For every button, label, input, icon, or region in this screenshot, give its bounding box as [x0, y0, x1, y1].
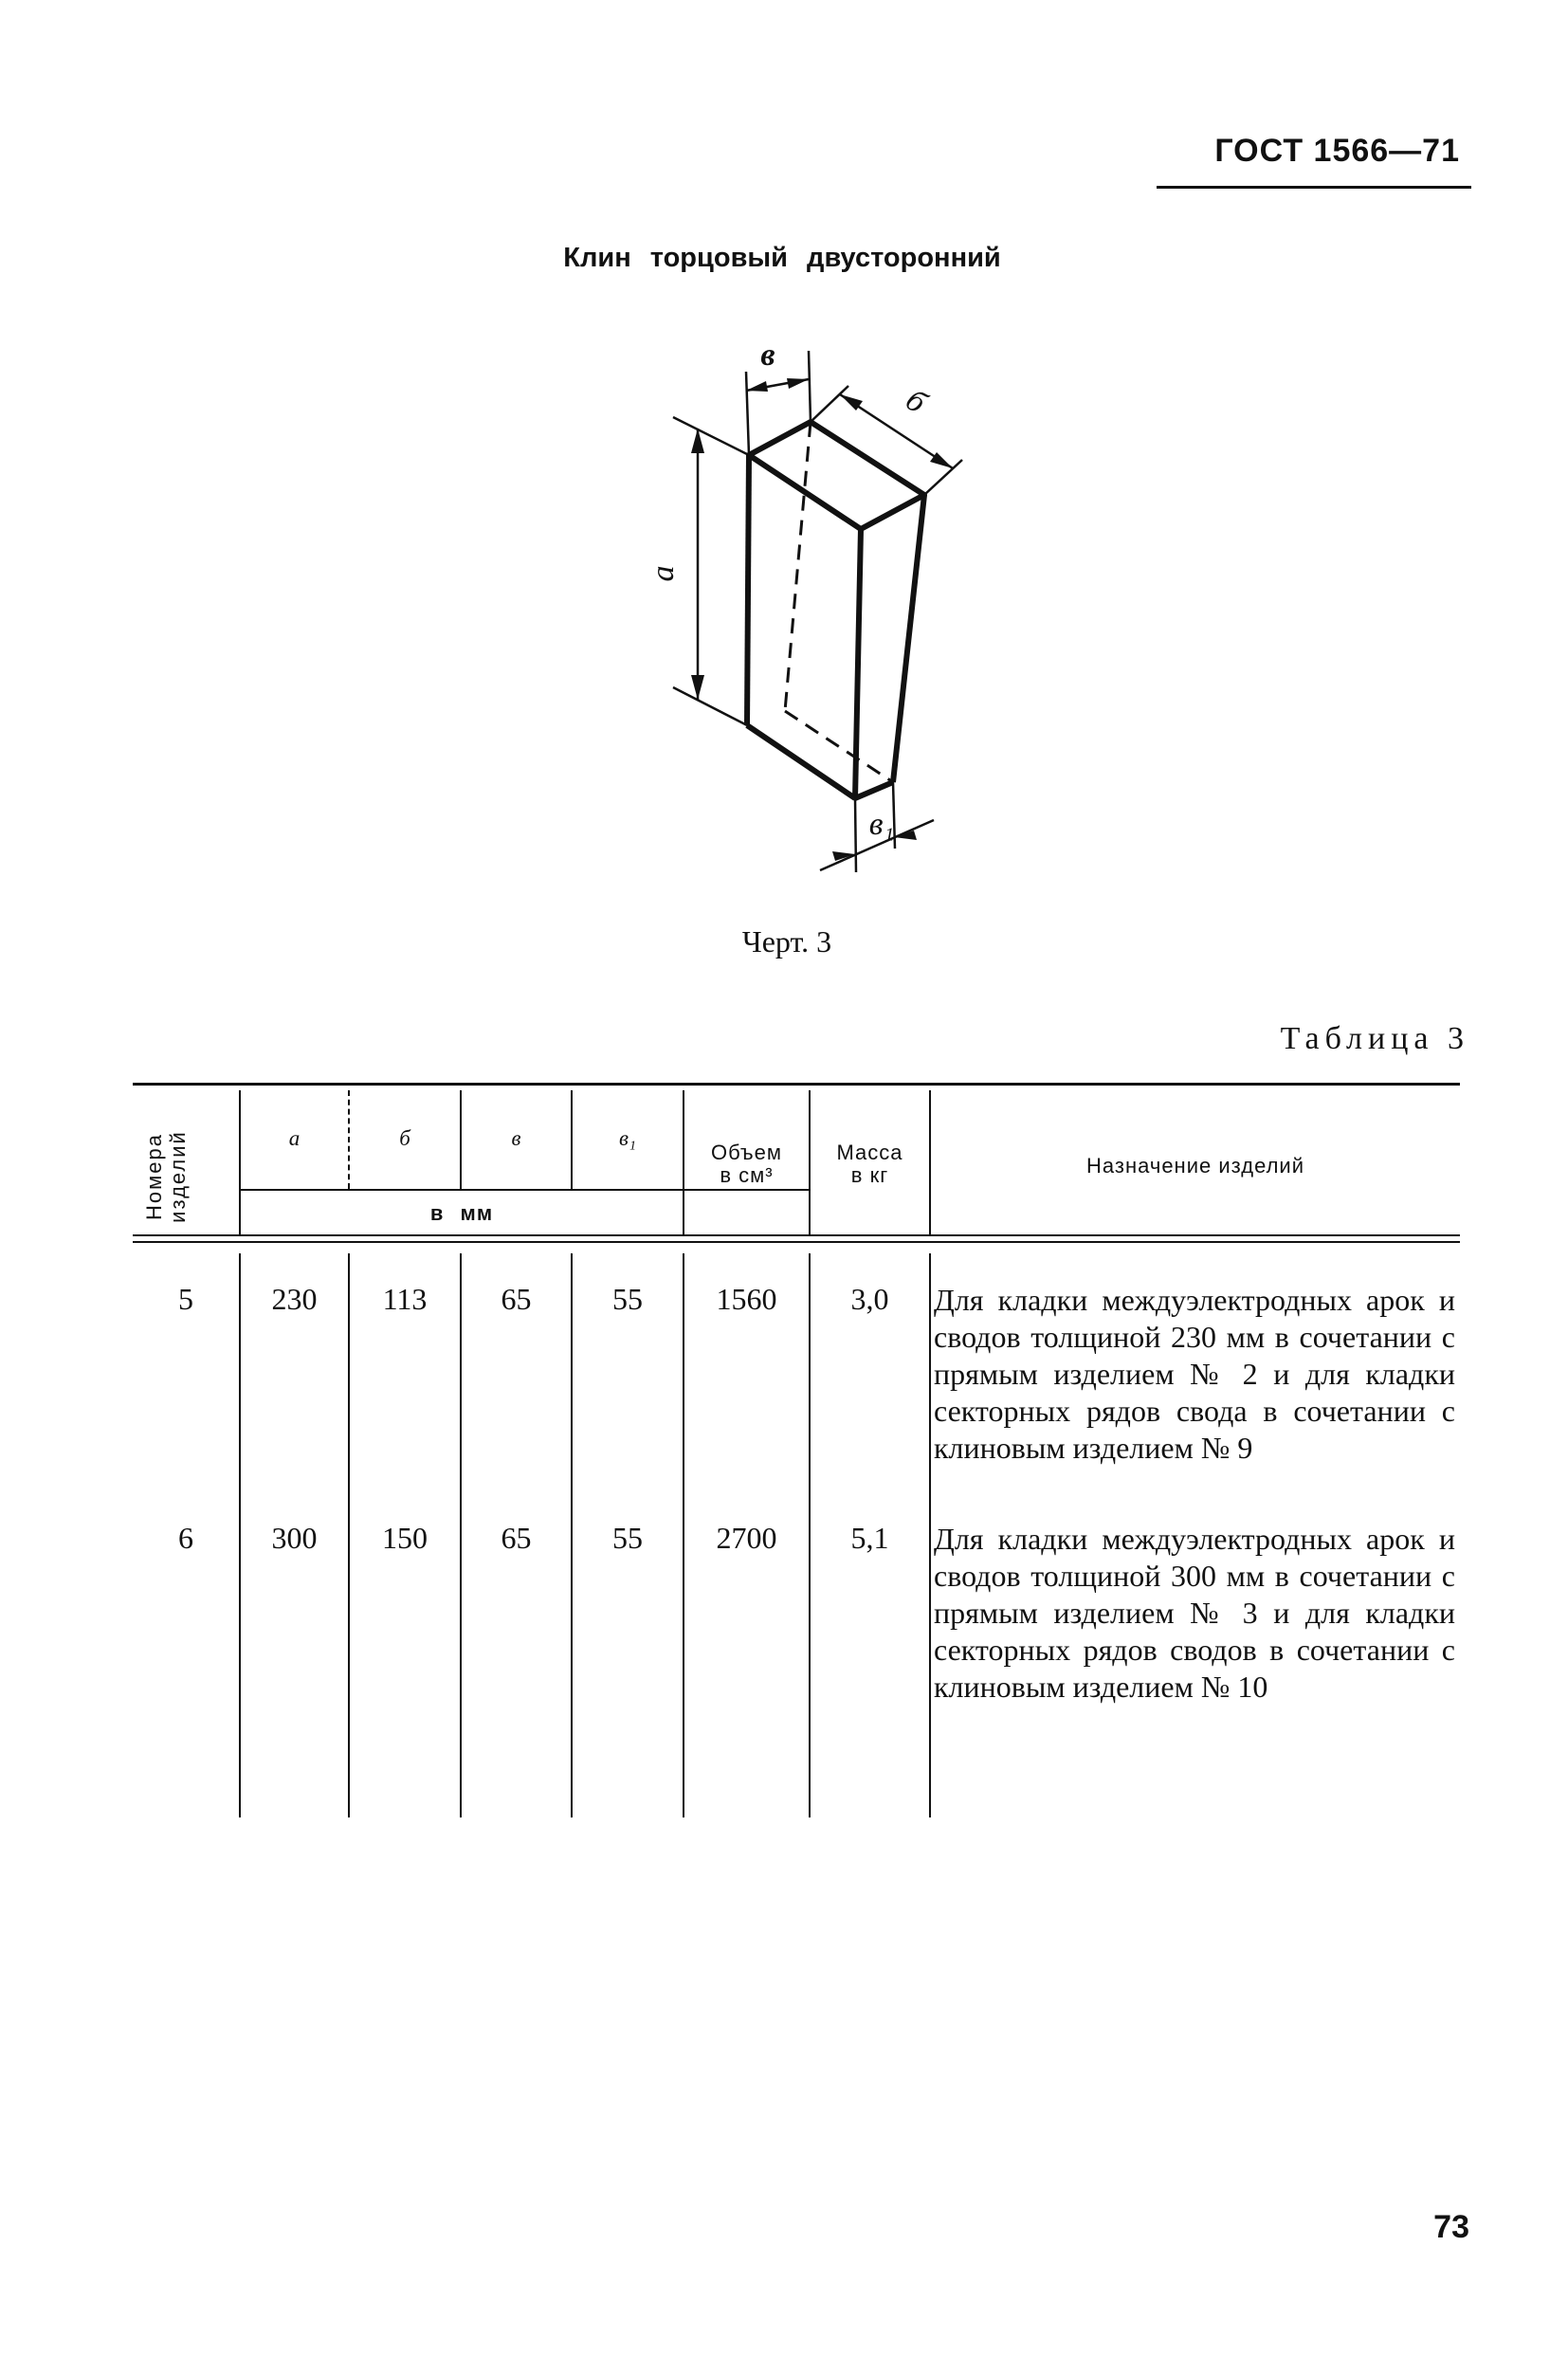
row-5-v1: 55	[612, 1282, 643, 1316]
dim-a-arrow-bottom	[691, 675, 704, 700]
row-5-purpose: Для кладки междуэлектродных арок и сводов толщиной 230 мм в сочетании с прямым изделием № 2 и для кладки секторных рядов свода в сочетании с клиновым изделием № 9	[934, 1283, 1455, 1465]
row-6-volume: 2700	[716, 1521, 777, 1555]
header-volume-line-2: в см³	[720, 1163, 774, 1187]
header-mass-line-2: в кг	[850, 1163, 889, 1187]
brick-hidden-vertical-edge	[785, 422, 811, 711]
row-6-number: 6	[178, 1521, 193, 1555]
dim-v-arrow-left	[746, 381, 768, 392]
brick-front-left-edge	[747, 455, 749, 725]
row-5-b: 113	[382, 1282, 428, 1316]
row-6-mass: 5,1	[850, 1521, 889, 1555]
row-5-v: 65	[501, 1282, 532, 1316]
header-volume-line-1: Объем	[710, 1141, 783, 1164]
row-6-purpose: Для кладки междуэлектродных арок и сводов толщиной 300 мм в сочетании с прямым изделием № 3 и для кладки секторных рядов сводов в сочетании с клиновым изделием № 10	[934, 1522, 1455, 1704]
header-rule	[1157, 186, 1471, 189]
dim-v1-label: в₁	[868, 807, 895, 842]
row-5-number: 5	[178, 1282, 193, 1316]
brick-hidden-bottom-edge	[785, 711, 893, 782]
header-b: б	[399, 1126, 410, 1150]
header-bottom-rule-1	[133, 1234, 1460, 1236]
dim-b-ext-top	[811, 386, 848, 422]
dim-a-ext-bottom	[673, 687, 747, 725]
dim-v-label: в	[760, 338, 775, 373]
page-number: 73	[1433, 2209, 1469, 2245]
drawing-title: Клин торцовый двусторонний	[563, 243, 1001, 273]
dim-a-label: а	[646, 565, 681, 582]
row-6-a: 300	[271, 1521, 318, 1555]
header-v1: в₁	[619, 1126, 636, 1150]
header-mass-line-1: Масса	[836, 1141, 903, 1164]
wedge-brick-drawing	[607, 322, 1043, 891]
brick-right-back-edge	[893, 495, 924, 782]
header-units: в мм	[429, 1201, 494, 1225]
document-code: ГОСТ 1566—71	[1214, 133, 1460, 169]
row-5-a: 230	[271, 1282, 318, 1316]
row-6-b: 150	[382, 1521, 428, 1555]
row-5-mass: 3,0	[850, 1282, 889, 1316]
row-6-v: 65	[501, 1521, 532, 1555]
header-purpose: Назначение изделий	[1086, 1154, 1304, 1178]
header-item-number: Номера изделий	[142, 1130, 190, 1223]
table-3	[133, 1083, 1460, 1817]
header-a: а	[288, 1126, 301, 1150]
row-5-volume: 1560	[716, 1282, 777, 1316]
dim-v1-ext-left	[855, 798, 856, 872]
dim-v-ext-right	[809, 351, 811, 422]
brick-bottom-right-edge	[855, 782, 893, 798]
header-v: в	[511, 1126, 521, 1150]
row-6-v1: 55	[612, 1521, 643, 1555]
table-top-rule	[133, 1083, 1460, 1086]
units-rule	[239, 1189, 810, 1191]
dim-v-ext-left	[746, 372, 749, 455]
drawing-caption: Черт. 3	[741, 924, 832, 959]
body-col-rule-7	[929, 1253, 931, 1817]
dim-v-arrow-right	[787, 378, 809, 389]
brick-bottom-front-edge	[747, 725, 855, 798]
brick-top-face	[749, 422, 924, 529]
dim-b-label: б	[899, 382, 933, 421]
dim-a-ext-top	[673, 417, 749, 455]
header-bottom-rule-2	[133, 1241, 1460, 1243]
table-caption: Таблица 3	[1280, 1021, 1469, 1056]
